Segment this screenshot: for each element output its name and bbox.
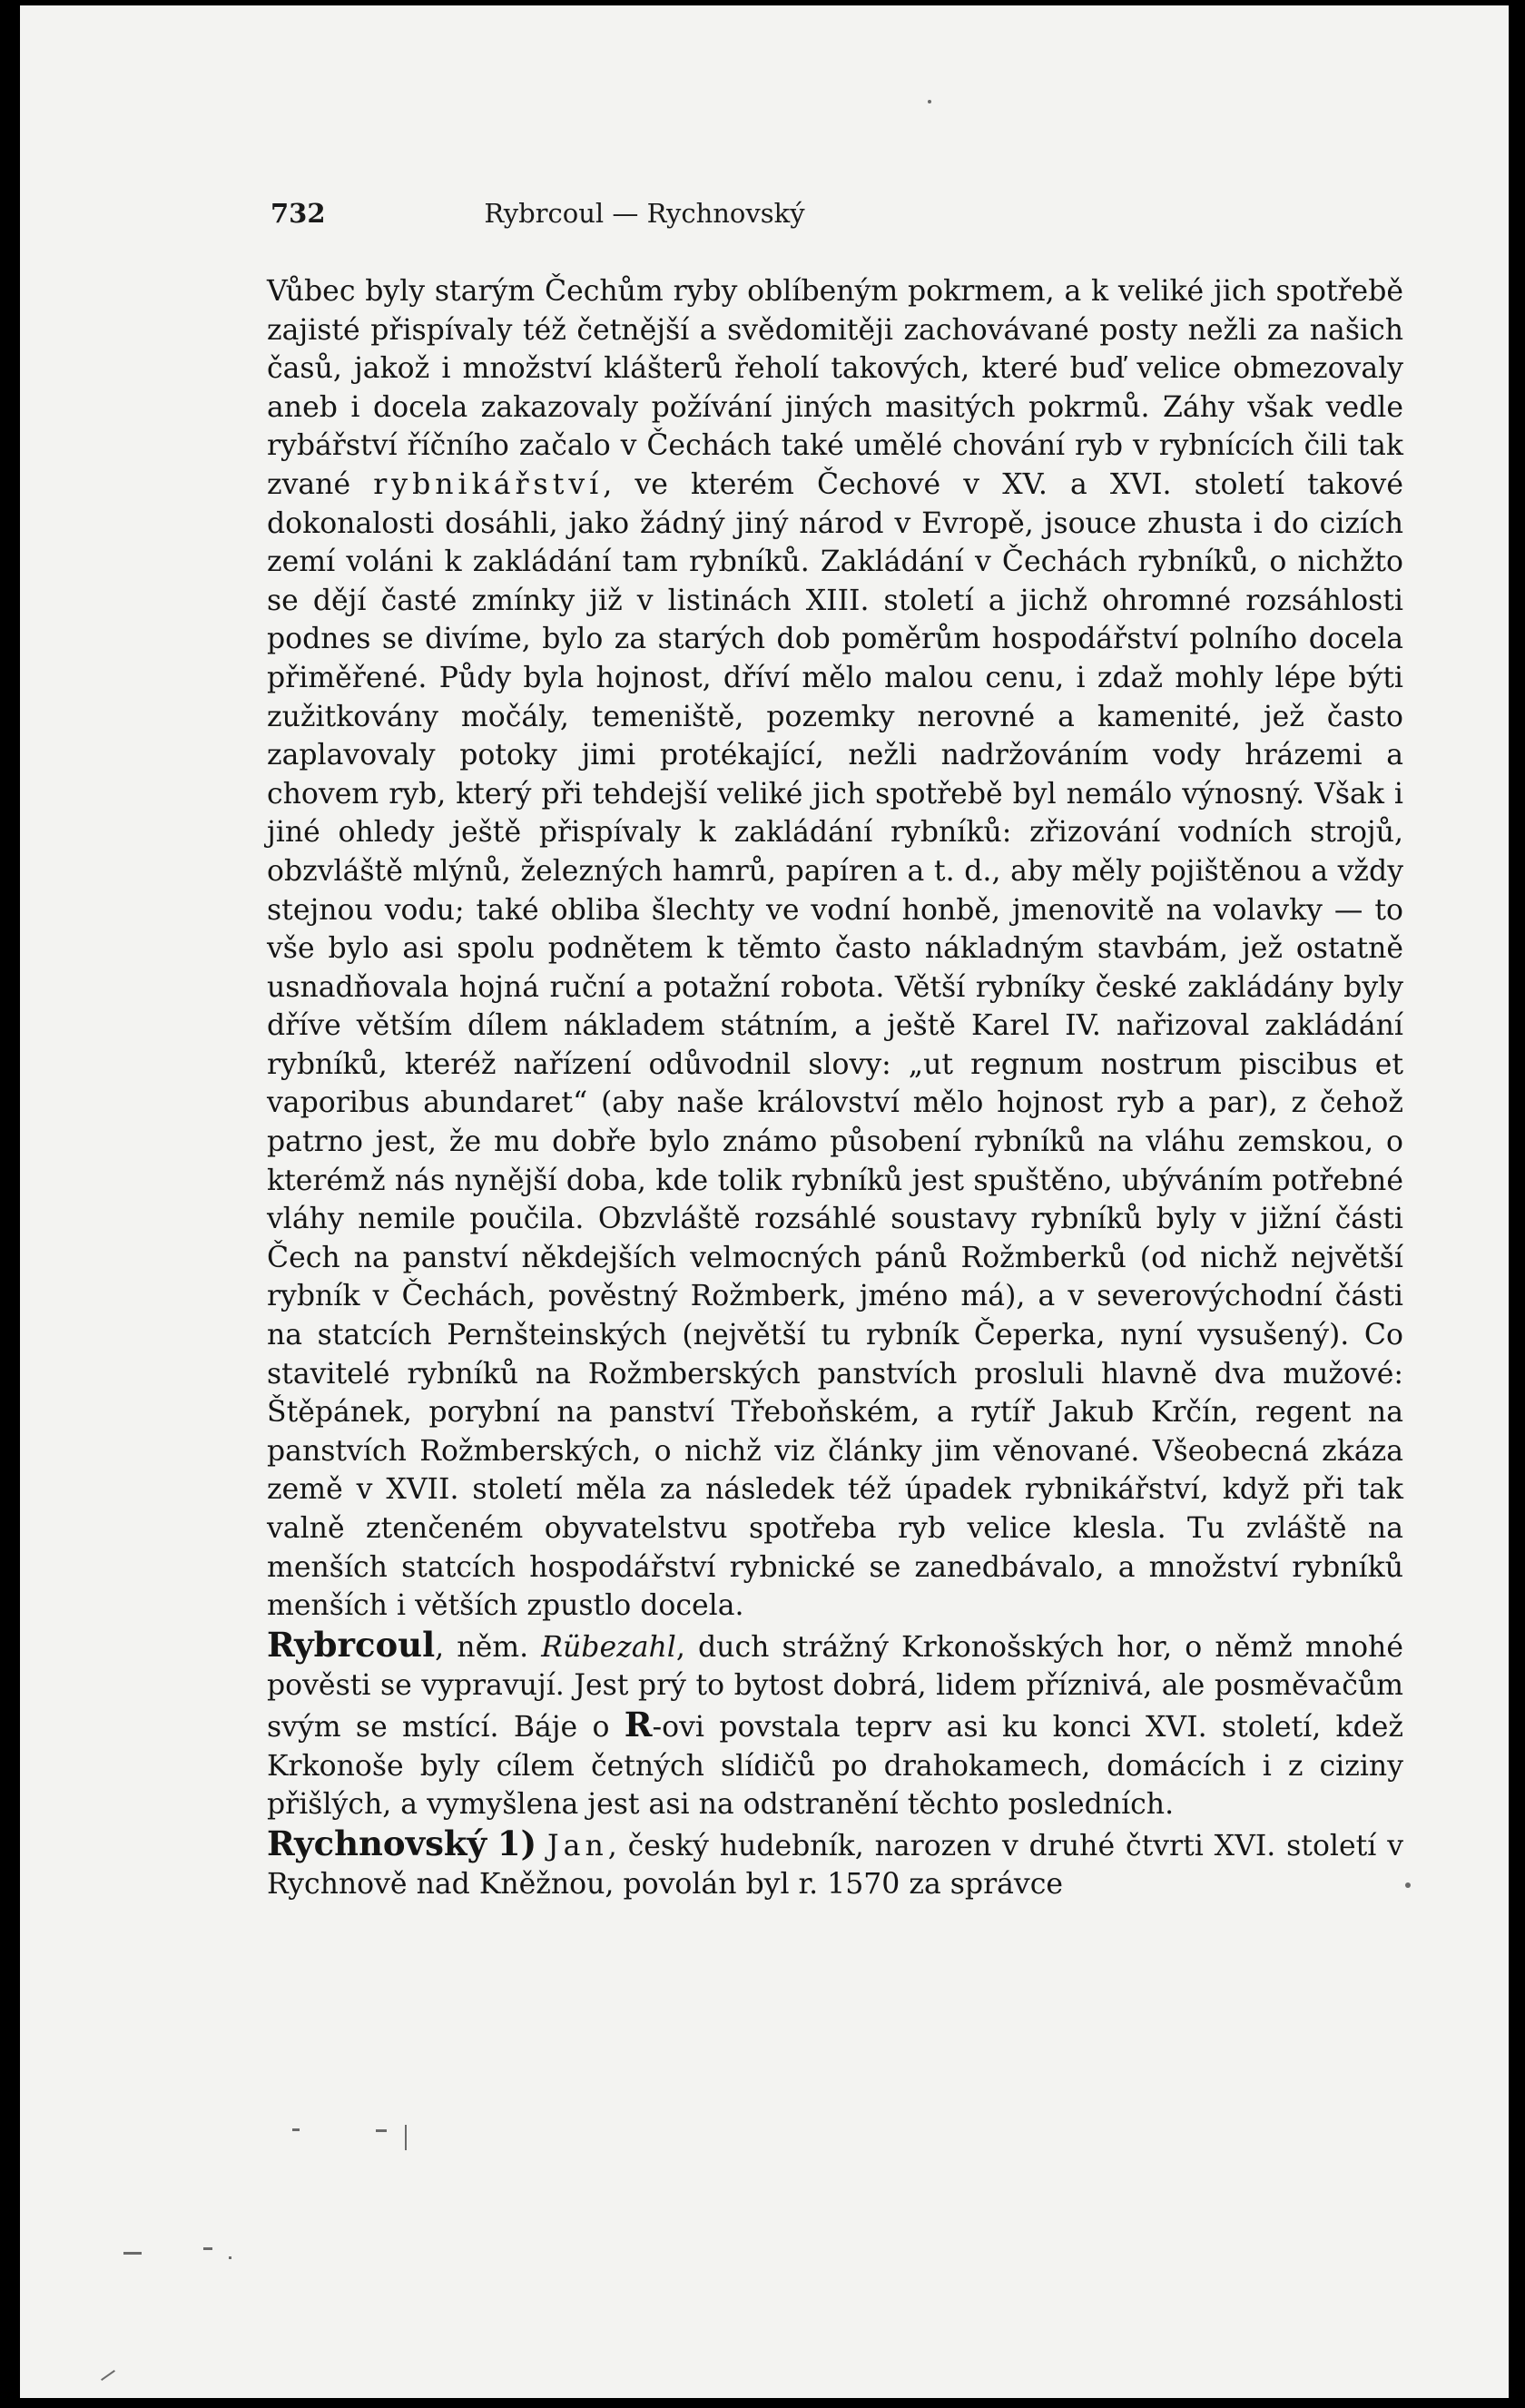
page-number: 732 [271, 198, 326, 229]
entry-rychnovsky [267, 1824, 1403, 1904]
scan-dust-mark [928, 100, 931, 103]
german-name: Rübezahl [541, 1630, 676, 1664]
entry-text: , něm. [435, 1630, 542, 1664]
body-text [267, 272, 1403, 1904]
person-name: Jan [547, 1829, 608, 1863]
entry-text: -ovi povstala teprv asi ku konci XVI. století, kdež Krkonoše byly cílem četných slídičů po drahokamech, domácích i z ciziny přišlých, a vymyšlena jest asi na odstranění těchto posledních. [267, 1710, 1403, 1822]
scan-dust-mark [376, 2129, 387, 2132]
scan-dust-mark [101, 2370, 115, 2381]
spaced-term: rybnikářství [373, 467, 604, 501]
entry-headword: Rybrcoul [267, 1624, 436, 1665]
entry-text: , duch strážný Krkonošských hor, o němž mnohé pověsti se vypravují. Jest prý to bytost dobrá, lidem příznivá, ale posměvačům svým se mstící. Báje o [267, 1630, 1403, 1744]
paragraph-text: , ve kterém Čechové v XV. a XVI. století takové dokonalosti dosáhli, jako žádný jiný národ v Evropě, jsouce zhusta i do cizích zemí voláni k zakládání tam rybníků. Zakládání v Čechách rybníků, o nichžto se dějí časté zmínky již v listinách XIII. století a jichž ohromné rozsáhlosti podnes se divíme, bylo za starých dob poměrům hospodářství polního docela přiměřené. Půdy byla hojnost, dříví mělo malou cenu, i zdaž mohly lépe býti zužitkovány močály, temeniště, pozemky nerovné a kamenité, jež často zaplavovaly potoky jimi protékající, nežli nadržováním vody hrázemi a chovem ryb, který při tehdejší veliké jich spotřebě byl nemálo výnosný. Však i jiné ohledy ještě přispívaly k zakládání rybníků: zřizování vodních strojů, obzvláště mlýnů, železných hamrů, papíren a t. d., aby měly pojištěnou a vždy stejnou vodu; také obliba šlechty ve vodní honbě, jmenovitě na volavky — to vše bylo asi spolu podnětem k těmto často nákladným stavbám, jež ostatně usnadňovala hojná ruční a potažní robota. Větší rybníky české zakládány byly dříve větším dílem nákladem státním, a ještě Karel IV. nařizoval zakládání rybníků, kteréž nařízení odůvodnil slovy: „ut regnum nostrum piscibus et vaporibus abundaret“ (aby naše království mělo hojnost ryb a par), z čehož patrno jest, že mu dobře bylo známo působení rybníků na vláhu zemskou, o kterémž nás nynější doba, kde tolik rybníků jest spuštěno, ubýváním potřebné vláhy nemile poučila. Obzvláště rozsáhlé soustavy rybníků byly v jižní části Čech na panství někdejších velmocných pánů Rožmberků (od nichž největší rybník v Čechách, pověstný Rožmberk, jméno má), a v severovýchodní části na statcích Pernšteinských (největší tu rybník Čeperka, nyní vysušený). Co stavitelé rybníků na Rožmberských panstvích prosluli hlavně dva mužové: Štěpánek, porybní na panství Třeboňském, a rytíř Jakub Krčín, regent na panstvích Rožmberských, o nichž viz články jim věnované. Všeobecná zkáza země v XVII. století měla za následek též úpadek rybnikářství, když při tak valně ztenčeném obyvatelstvu spotřeba ryb velice klesla. Tu zvláště na menších statcích hospodářství rybnické se zanedbávalo, a množství rybníků menších i větších zpustlo docela. [267, 467, 1403, 1623]
entry-text: , český hudebník, narozen v druhé čtvrti XVI. století v Rychnově nad Kněžnou, povolán byl r. 1570 za správce [267, 1829, 1404, 1902]
page-header [271, 198, 1018, 243]
document-page [20, 5, 1509, 2398]
abbreviation: R [624, 1704, 653, 1745]
entry-number: 1) [497, 1823, 537, 1863]
paragraph-fishponds [267, 272, 1403, 1626]
scan-dust-mark [1405, 1882, 1411, 1888]
entry-headword: Rychnovský [267, 1823, 487, 1863]
scan-dust-mark [203, 2247, 212, 2250]
scan-dust-mark [405, 2125, 407, 2150]
scan-dust-mark [292, 2128, 300, 2131]
scan-dust-mark [229, 2256, 231, 2259]
entry-rybrcoul [267, 1626, 1403, 1824]
paragraph-text: Vůbec byly starým Čechům ryby oblíbeným pokrmem, a k veliké jich spotřebě zajisté přispívaly též četnější a svědomitěji zachovávané posty nežli za našich časů, jakož i množství klášterů řeholí takových, které buď velice obmezovaly aneb i docela zakazovaly požívání jiných masitých pokrmů. Záhy však vedle rybářství říčního začalo v Čechách také umělé chování ryb v rybnících čili tak zvané [267, 275, 1403, 501]
running-head: Rybrcoul — Rychnovský [484, 198, 805, 229]
scan-dust-mark [123, 2252, 142, 2255]
